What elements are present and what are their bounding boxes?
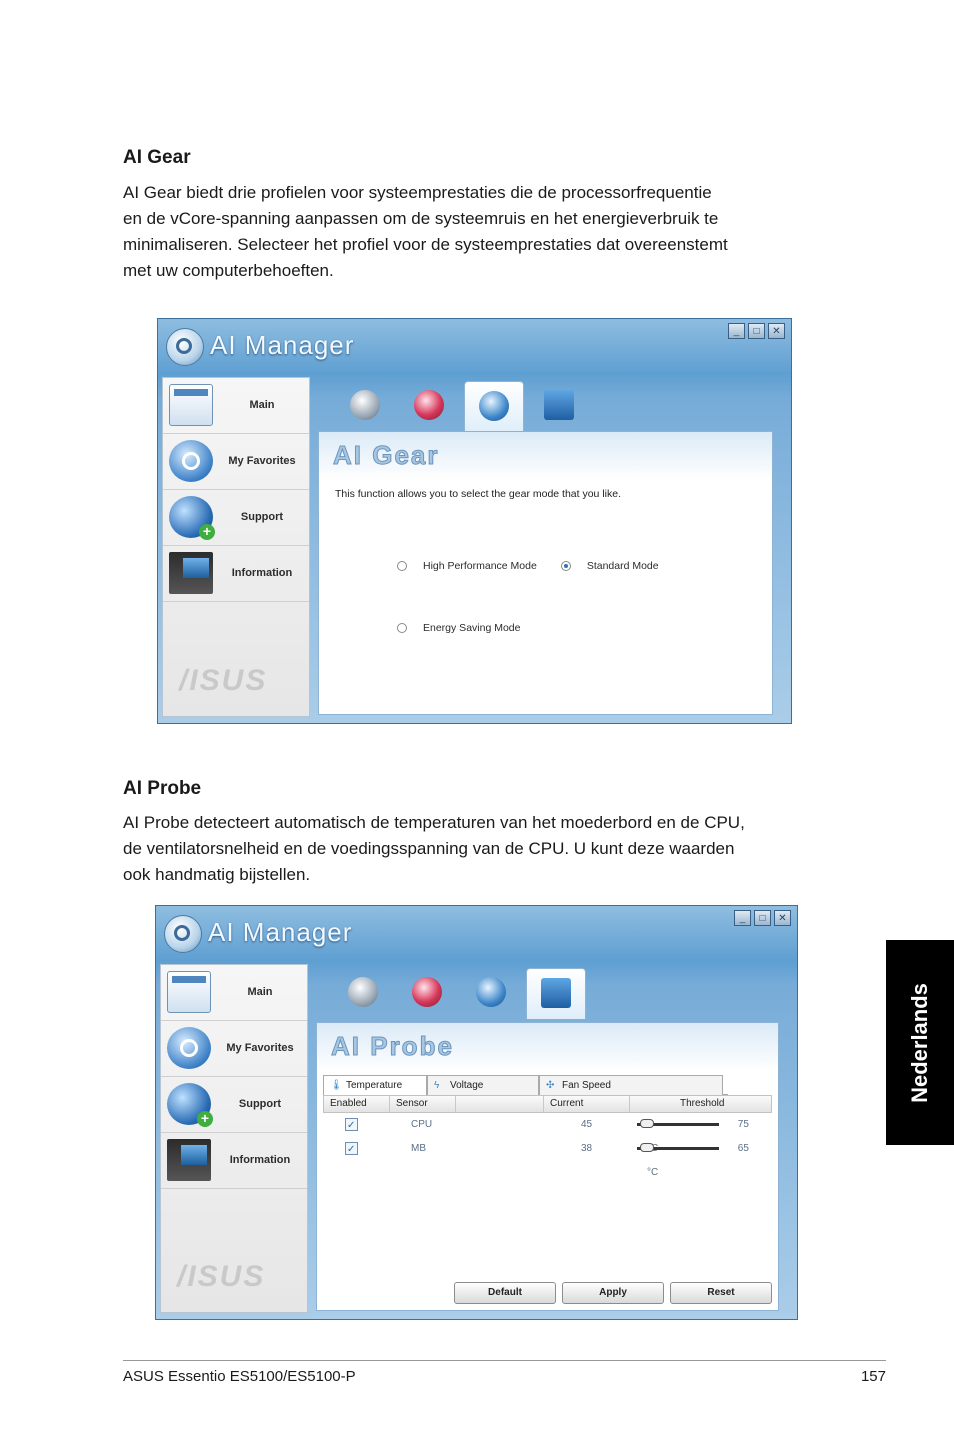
- ai-probe-icon: [350, 390, 380, 420]
- sidebar-item-information[interactable]: [161, 1133, 307, 1189]
- minimize-button[interactable]: _: [734, 910, 751, 926]
- tab-ai-booster[interactable]: [398, 968, 456, 1018]
- sidebar-item-information[interactable]: [163, 546, 309, 602]
- tab-ai-gear[interactable]: [464, 381, 524, 432]
- current-value: 45: [581, 1119, 593, 1130]
- sidebar-item-main[interactable]: [161, 965, 307, 1021]
- radio-label: High Performance Mode: [423, 560, 537, 572]
- column-sensor: Sensor: [390, 1096, 456, 1112]
- threshold-value: 65: [737, 1143, 749, 1154]
- ai-manager-window-probe: [155, 905, 798, 1320]
- close-button[interactable]: ✕: [774, 910, 791, 926]
- body-line: en de vCore-spanning aanpassen om de systeemruis en het energieverbruik te: [123, 209, 719, 228]
- ai-probe-icon: [348, 977, 378, 1007]
- sidebar-item-label: Support: [238, 1098, 282, 1110]
- window-controls: [734, 910, 791, 926]
- body-line: AI Gear biedt drie profielen voor systeemprestaties die de processorfrequentie: [123, 183, 712, 202]
- footer-product: ASUS Essentio ES5100/ES5100-P: [123, 1368, 356, 1385]
- maximize-button[interactable]: □: [748, 323, 765, 339]
- tab-ai-blocks[interactable]: [526, 968, 586, 1019]
- radio-standard[interactable]: [561, 561, 571, 571]
- reset-button[interactable]: Reset: [670, 1282, 772, 1304]
- body-line: AI Probe detecteert automatisch de temperaturen van het moederbord en de CPU,: [123, 813, 745, 832]
- column-current: Current: [544, 1096, 630, 1112]
- window-title: AI Manager: [210, 330, 355, 360]
- tab-fan-speed[interactable]: [539, 1075, 723, 1095]
- gear-description: This function allows you to select the gear mode that you like.: [335, 488, 621, 500]
- minimize-button[interactable]: _: [728, 323, 745, 339]
- body-line: met uw computerbehoeften.: [123, 261, 334, 280]
- tab-voltage[interactable]: [427, 1075, 539, 1095]
- tab-strip-fill: [723, 1075, 728, 1095]
- column-spacer: [456, 1096, 544, 1112]
- sensor-name: CPU: [411, 1119, 433, 1130]
- ai-gear-icon: [479, 391, 509, 421]
- ai-gear-icon: [476, 977, 506, 1007]
- computer-info-icon: [169, 552, 213, 594]
- favorites-icon: [167, 1027, 211, 1069]
- gear-mode-row: [397, 560, 659, 572]
- ai-booster-icon: [414, 390, 444, 420]
- probe-buttons: [454, 1282, 772, 1304]
- tab-ai-blocks[interactable]: [530, 381, 588, 431]
- column-threshold: Threshold: [680, 1098, 725, 1109]
- section-body-ai-probe: [123, 810, 843, 888]
- gear-mode-row: [397, 622, 520, 634]
- enabled-checkbox[interactable]: [345, 1118, 358, 1131]
- current-value: 38: [581, 1143, 593, 1154]
- sidebar-item-support[interactable]: [163, 490, 309, 546]
- sidebar-item-label: Main: [247, 986, 273, 998]
- panel-header: [317, 1023, 778, 1071]
- tab-ai-booster[interactable]: [400, 381, 458, 431]
- ai-gear-panel: [318, 431, 773, 715]
- language-side-tab: [886, 940, 954, 1145]
- ai-blocks-icon: [544, 390, 574, 420]
- radio-high-performance[interactable]: [397, 561, 407, 571]
- slider-thumb[interactable]: [640, 1119, 654, 1128]
- asus-logo: /ISUS: [179, 664, 268, 697]
- table-row: [323, 1113, 772, 1137]
- sidebar-item-main[interactable]: [163, 378, 309, 434]
- computer-info-icon: [167, 1139, 211, 1181]
- tab-label: Fan Speed: [562, 1080, 611, 1091]
- sidebar-item-label: My Favorites: [228, 455, 296, 467]
- footer-divider: [123, 1360, 886, 1361]
- ai-blocks-icon: [541, 978, 571, 1008]
- ai-probe-panel: [316, 1022, 779, 1311]
- sidebar-item-label: Main: [249, 399, 275, 411]
- radio-label: Standard Mode: [586, 560, 659, 572]
- section-title-ai-probe: AI Probe: [123, 778, 202, 799]
- column-enabled: Enabled: [324, 1096, 390, 1112]
- window-controls: [728, 323, 785, 339]
- apply-button[interactable]: Apply: [562, 1282, 664, 1304]
- threshold-unit: °C: [647, 1167, 659, 1178]
- sidebar-item-label: Support: [240, 511, 284, 523]
- threshold-value: 75: [737, 1119, 749, 1130]
- sidebar-item-label: Information: [231, 567, 293, 579]
- tool-tabs: [334, 968, 586, 1019]
- maximize-button[interactable]: □: [754, 910, 771, 926]
- probe-tabs: [323, 1075, 728, 1095]
- page-number: 157: [860, 1368, 886, 1385]
- sidebar: [160, 964, 308, 1313]
- threshold-cell: [629, 1113, 772, 1137]
- tab-ai-probe[interactable]: [336, 381, 394, 431]
- ai-booster-icon: [412, 977, 442, 1007]
- sidebar-item-label: My Favorites: [226, 1042, 294, 1054]
- main-window-icon: [169, 384, 213, 426]
- default-button[interactable]: Default: [454, 1282, 556, 1304]
- support-globe-icon: [169, 496, 213, 538]
- section-body-ai-gear: [123, 180, 843, 284]
- threshold-slider[interactable]: [637, 1147, 719, 1150]
- asus-logo: /ISUS: [177, 1260, 266, 1293]
- fan-icon: ✣: [546, 1080, 555, 1091]
- main-window-icon: [167, 971, 211, 1013]
- thermometer-icon: 🌡: [330, 1080, 343, 1091]
- lightning-icon: ϟ: [434, 1080, 440, 1091]
- window-title: AI Manager: [208, 917, 353, 947]
- radio-label: Energy Saving Mode: [423, 622, 521, 634]
- tab-temperature[interactable]: [323, 1075, 427, 1095]
- close-button[interactable]: ✕: [768, 323, 785, 339]
- body-line: ook handmatig bijstellen.: [123, 865, 311, 884]
- sidebar-item-support[interactable]: [161, 1077, 307, 1133]
- tool-tabs: [336, 381, 588, 432]
- table-row: [323, 1137, 772, 1178]
- body-line: de ventilatorsnelheid en de voedingsspanning van de CPU. U kunt deze waarden: [123, 839, 735, 858]
- table-header: [323, 1095, 772, 1113]
- sensor-name: MB: [411, 1143, 426, 1154]
- radio-energy-saving[interactable]: [397, 623, 407, 633]
- sidebar: [162, 377, 310, 717]
- body-line: minimaliseren. Selecteer het profiel voor de systeemprestaties dat overeenstemt: [123, 235, 728, 254]
- language-label: Nederlands: [907, 982, 932, 1103]
- panel-header: [319, 432, 772, 480]
- tab-ai-gear[interactable]: [462, 968, 520, 1018]
- enabled-checkbox[interactable]: [345, 1142, 358, 1155]
- sidebar-item-label: Information: [229, 1154, 291, 1166]
- tab-label: Voltage: [450, 1080, 484, 1091]
- ai-manager-window-gear: [157, 318, 792, 724]
- ai-manager-logo-icon: [164, 915, 202, 953]
- section-title-ai-gear: AI Gear: [123, 147, 191, 168]
- threshold-cell: [629, 1137, 772, 1178]
- support-globe-icon: [167, 1083, 211, 1125]
- slider-thumb[interactable]: [640, 1143, 654, 1152]
- tab-label: Temperature: [346, 1080, 403, 1091]
- sensor-table: [323, 1095, 772, 1178]
- threshold-slider[interactable]: [637, 1123, 719, 1126]
- tab-ai-probe[interactable]: [334, 968, 392, 1018]
- sidebar-item-my-favorites[interactable]: [161, 1021, 307, 1077]
- favorites-icon: [169, 440, 213, 482]
- panel-title: AI Probe: [331, 1031, 454, 1061]
- sidebar-item-my-favorites[interactable]: [163, 434, 309, 490]
- panel-title: AI Gear: [333, 440, 440, 470]
- ai-manager-logo-icon: [166, 328, 204, 366]
